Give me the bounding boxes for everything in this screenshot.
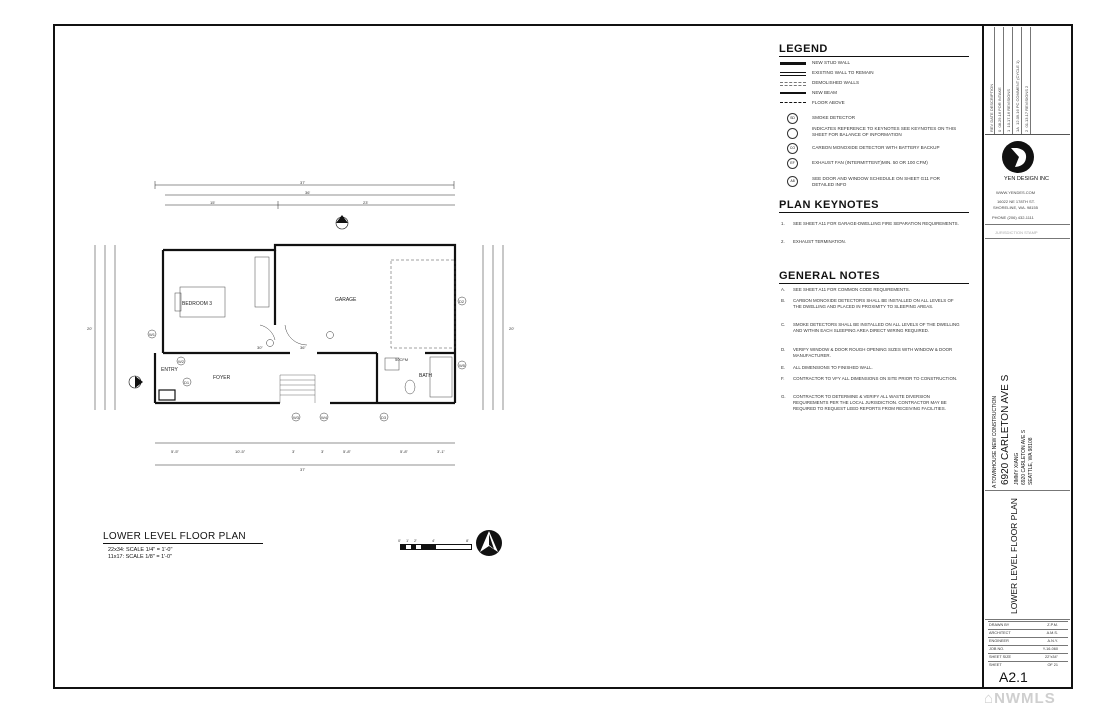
tag-w3: W3 bbox=[293, 415, 299, 420]
legend-swatch-demolished bbox=[780, 82, 806, 86]
dim-left-total: 20' bbox=[87, 326, 93, 331]
plan-scale-1: 22x34: SCALE 1/4" = 1'-0" bbox=[108, 547, 173, 553]
scale-bar bbox=[400, 544, 472, 550]
nwmls-watermark: ⌂NWMLS bbox=[984, 690, 1056, 707]
revision-1: 1 10.17.16 REVISIONS bbox=[1006, 89, 1011, 132]
north-arrow-icon bbox=[474, 528, 504, 558]
keynote-reference-icon bbox=[787, 128, 798, 139]
dim-b7: 3'-1" bbox=[437, 449, 445, 454]
revision-2: 2 01.13.17 REVISIONS 2 bbox=[1024, 85, 1029, 132]
revision-1a: 1A 12.09.16 PC COMMENT (CYCLE 1) bbox=[1015, 60, 1020, 132]
house-icon: ⌂ bbox=[984, 690, 995, 707]
yen-design-logo bbox=[1001, 140, 1035, 174]
scale-label-0: 0' bbox=[398, 538, 401, 543]
dim-b5: 5'-8" bbox=[343, 449, 351, 454]
info-architect: ARCHITECT A.M.S. bbox=[988, 629, 1068, 638]
legend-swatch-existing bbox=[780, 72, 806, 76]
legend-item-stud: NEW STUD WALL bbox=[812, 60, 851, 65]
room-label-foyer: FOYER bbox=[213, 375, 231, 381]
firm-website: WWW.YENDES.COM bbox=[996, 190, 1036, 195]
dim-bottom: 37' bbox=[300, 467, 306, 472]
legend-item-demolished: DEMOLISHED WALLS bbox=[812, 80, 860, 85]
firm-name: YEN DESIGN INC bbox=[1004, 176, 1049, 182]
legend-item-fan: EXHAUST FAN (INTERMITTENT)MIN. 50 OR 100 CFM) bbox=[812, 160, 928, 165]
plan-title: LOWER LEVEL FLOOR PLAN bbox=[103, 531, 246, 542]
dim-fan: 50CFM bbox=[395, 357, 409, 362]
general-notes-title: GENERAL NOTES bbox=[779, 270, 881, 282]
dim-top-2: 36' bbox=[305, 190, 311, 195]
legend-item-door-schedule: SEE DOOR AND WINDOW SCHEDULE ON SHEET G11 FOR DETAILED INFO bbox=[812, 176, 940, 188]
legend-item-existing: EXISTING WALL TO REMAIN bbox=[812, 70, 874, 75]
project-client: JIMMY XIANG bbox=[1014, 452, 1020, 485]
legend-swatch-stud bbox=[780, 62, 806, 65]
legend-item-co: CARBON MONOXIDE DETECTOR WITH BATTERY BACKUP bbox=[812, 145, 940, 150]
firm-address-2: SHORELINE, WA. 98155 bbox=[993, 205, 1038, 210]
dim-b6: 5'-8" bbox=[400, 449, 408, 454]
title-block-divider bbox=[982, 24, 984, 689]
smoke-detector-icon: SD bbox=[787, 113, 798, 124]
dim-right-total: 20' bbox=[509, 326, 515, 331]
dim-b2: 10'-5" bbox=[235, 449, 246, 454]
revision-0: 0 08.29.16 FOR INTAKE bbox=[997, 87, 1002, 132]
info-sheet-size: SHEET SIZE 22"x34" bbox=[988, 653, 1068, 662]
legend-item-beam: NEW BEAM bbox=[812, 90, 838, 95]
scale-label-8: 8' bbox=[466, 538, 469, 543]
jurisdiction-stamp: JURISDICTION STAMP bbox=[995, 230, 1038, 235]
dim-36: 36" bbox=[300, 345, 306, 350]
dim-overall-top: 37' bbox=[300, 180, 306, 185]
plan-scale-2: 11x17: SCALE 1/8" = 1'-0" bbox=[108, 554, 173, 560]
tag-w4: W4 bbox=[321, 415, 327, 420]
info-sheet: SHEET OF 21 bbox=[988, 661, 1068, 670]
room-label-bedroom: BEDROOM 3 bbox=[182, 301, 213, 307]
scale-label-1: 1' bbox=[406, 538, 409, 543]
dim-b1: 5'-5" bbox=[171, 449, 179, 454]
sheet-title: LOWER LEVEL FLOOR PLAN bbox=[1009, 498, 1019, 614]
room-label-garage: GARAGE bbox=[335, 297, 357, 303]
co-detector-icon: CO bbox=[787, 143, 798, 154]
legend-item-floor-above: FLOOR ABOVE bbox=[812, 100, 845, 105]
tag-w5: W5 bbox=[459, 363, 465, 368]
project-address: 6920 CARLETON AVE S bbox=[1021, 429, 1027, 485]
dim-seg-b: 23' bbox=[363, 200, 369, 205]
info-job-no: JOB NO. Y-16-060 bbox=[988, 645, 1068, 654]
legend-title: LEGEND bbox=[779, 43, 828, 55]
scale-label-2: 2' bbox=[414, 538, 417, 543]
keynotes-title: PLAN KEYNOTES bbox=[779, 199, 880, 211]
floor-plan-drawing bbox=[85, 175, 525, 475]
tag-d2: D2 bbox=[459, 299, 465, 304]
exhaust-fan-icon: EF bbox=[787, 158, 798, 169]
legend-item-smoke: SMOKE DETECTOR bbox=[812, 115, 856, 120]
legend-swatch-floor-above bbox=[780, 102, 806, 103]
room-label-bath: BATH bbox=[419, 373, 432, 379]
tag-w1: W1 bbox=[149, 332, 155, 337]
dim-30: 30" bbox=[257, 345, 263, 350]
project-name: 6920 CARLETON AVE S bbox=[1000, 374, 1011, 485]
firm-phone: PHONE (206) 432-1111 bbox=[992, 215, 1034, 220]
revision-header: REV DATE DESCRIPTION bbox=[989, 83, 994, 132]
sheet-number: A2.1 bbox=[999, 669, 1028, 685]
tag-d3: D3 bbox=[381, 415, 387, 420]
tag-d1: D1 bbox=[184, 380, 190, 385]
scale-label-4: 4' bbox=[432, 538, 435, 543]
firm-address-1: 16022 NE 178TH ST. bbox=[997, 199, 1035, 204]
project-city: SEATTLE, WA 98108 bbox=[1028, 437, 1034, 485]
legend-item-keynote-ref: INDICATES REFERENCE TO KEYNOTES SEE KEYNOTES ON THIS SHEET FOR BALANCE OF INFORMATION bbox=[812, 126, 957, 138]
project-type: A TOWNHOUSE NEW CONSTRUCTION bbox=[992, 395, 998, 488]
tag-w2: W2 bbox=[178, 359, 184, 364]
dim-seg-a: 15' bbox=[210, 200, 216, 205]
door-window-tag-icon: A8 bbox=[787, 176, 798, 187]
info-engineer: ENGINEER A.N.Y. bbox=[988, 637, 1068, 646]
room-label-entry: ENTRY bbox=[161, 367, 178, 373]
info-drawn-by: DRAWN BY Z.P.M. bbox=[988, 621, 1068, 630]
dim-b3: 3' bbox=[292, 449, 295, 454]
legend-swatch-beam bbox=[780, 92, 806, 94]
dim-b4: 3' bbox=[321, 449, 324, 454]
